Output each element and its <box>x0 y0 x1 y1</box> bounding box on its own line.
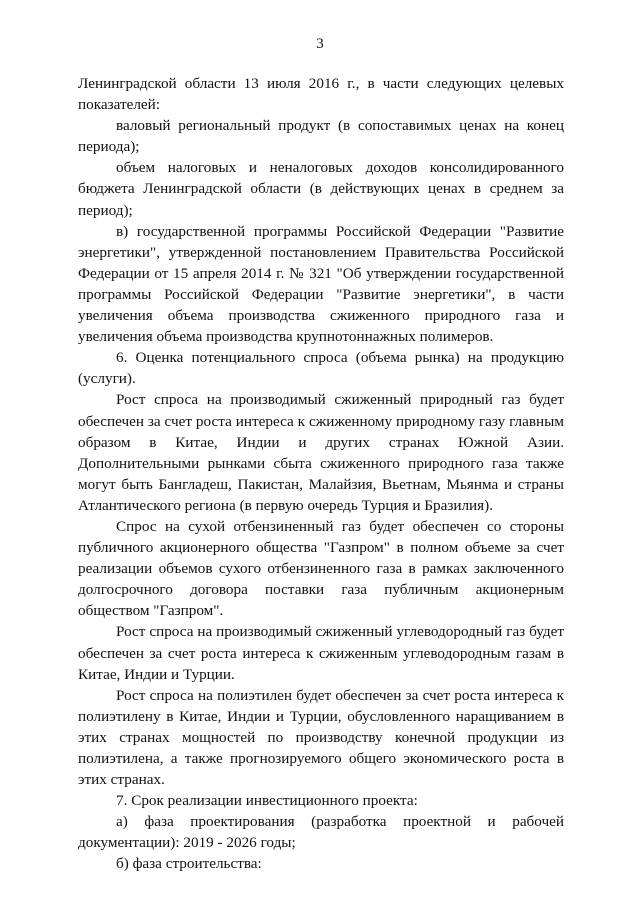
paragraph: Рост спроса на производимый сжиженный природный газ будет обеспечен за счет роста интереса к сжиженному природному газу главным образом в Китае, Индии и других странах Южной Азии. Дополнительными рынками сбыта сжиженного природного газа также могут быть Бангладеш, Пакистан, Малайзия, Вьетнам, Мьянма и страны Атлантического региона (в первую очередь Турция и Бразилия). <box>78 391 564 514</box>
paragraph: а) фаза проектирования (разработка проектной и рабочей документации): 2019 - 2026 годы; <box>78 813 564 852</box>
paragraph: Ленинградской области 13 июля 2016 г., в части следующих целевых показателей: <box>78 75 564 114</box>
paragraph: Рост спроса на полиэтилен будет обеспечен за счет роста интереса к полиэтилену в Китае, Индии и Турции, обусловленного наращиванием в этих странах мощностей по производству конечной продукции из полиэтилена, а также прогнозируемого общего экономического роста в этих странах. <box>78 686 564 789</box>
section-heading: 6. Оценка потенциального спроса (объема рынка) на продукцию (услуги). <box>78 349 564 388</box>
paragraph: валовый региональный продукт (в сопоставимых ценах на конец периода); <box>78 117 564 156</box>
paragraph: в) государственной программы Российской Федерации "Развитие энергетики", утвержденной постановлением Правительства Российской Федерации от 15 апреля 2014 г. № 321 "Об утверждении государственной программы Российской Федерации "Развитие энергетики", в части увеличения объема производства сжиженного природного газа и увеличения объема производства крупнотоннажных полимеров. <box>78 222 564 346</box>
page-number: 3 <box>316 36 324 52</box>
paragraph: б) фаза строительства: <box>116 855 262 873</box>
paragraph: Спрос на сухой отбензиненный газ будет обеспечен со стороны публичного акционерного общества "Газпром" в полном объеме за счет реализации объемов сухого отбензиненного газа в рамках заключенного долгосрочного договора поставки газа публичным акционерным обществом "Газпром". <box>78 517 564 620</box>
paragraph: Рост спроса на производимый сжиженный углеводородный газ будет обеспечен за счет роста интереса к сжиженным углеводородным газам в Китае, Индии и Турции. <box>78 623 564 683</box>
section-heading: 7. Срок реализации инвестиционного проекта: <box>116 792 418 810</box>
paragraph: объем налоговых и неналоговых доходов консолидированного бюджета Ленинградской области (в действующих ценах в среднем за период); <box>78 159 564 219</box>
document-body <box>78 73 564 875</box>
